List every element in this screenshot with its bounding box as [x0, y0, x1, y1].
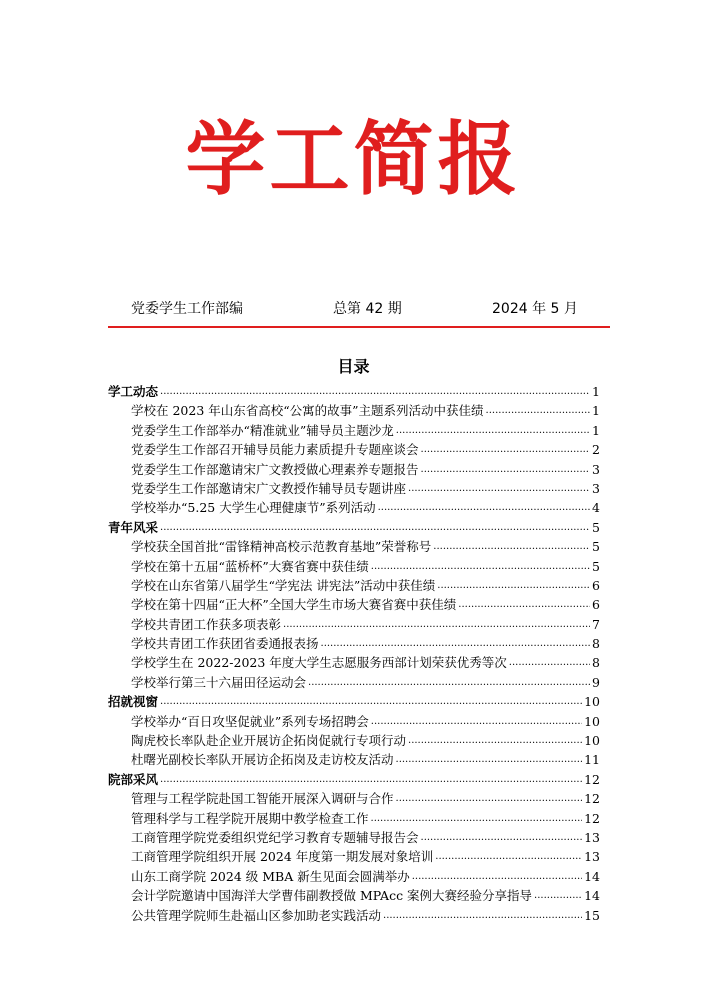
issue-date: 2024 年 5 月 — [492, 301, 578, 317]
leader-dots — [412, 867, 582, 886]
toc-entry-title: 学校获全国首批“雷锋精神高校示范教育基地”荣誉称号 — [131, 539, 432, 555]
toc-entry[interactable] — [108, 557, 600, 576]
toc-entry-title: 学校在第十五届“蓝桥杯”大赛省赛中获佳绩 — [131, 558, 369, 574]
toc-entry[interactable] — [108, 537, 600, 556]
toc-entry-title: 公共管理学院师生赴福山区参加助老实践活动 — [131, 907, 382, 923]
leader-dots — [321, 634, 591, 653]
toc-title: 目录 — [337, 357, 370, 376]
toc-section-page: 5 — [592, 519, 600, 535]
toc-entry-title: 学校在 2023 年山东省高校“公寓的故事”主题系列活动中获佳绩 — [131, 403, 484, 419]
toc-section[interactable] — [108, 770, 600, 789]
issue-department: 党委学生工作部编 — [131, 301, 243, 317]
toc-entry-title: 学校在山东省第八届学生“学宪法 讲宪法”活动中获佳绩 — [131, 577, 436, 593]
toc-entry-page: 5 — [592, 558, 600, 574]
leader-dots — [383, 906, 582, 925]
toc-entry-page: 1 — [592, 422, 600, 438]
toc-entry-page: 15 — [584, 907, 600, 923]
toc-entry-page: 7 — [592, 616, 600, 632]
toc-entry-title: 党委学生工作部邀请宋广文教授作辅导员专题讲座 — [131, 480, 407, 496]
toc-entry[interactable] — [108, 712, 600, 731]
leader-dots — [160, 518, 590, 537]
masthead-title: 学工简报 — [185, 113, 522, 206]
toc-entry[interactable] — [108, 634, 600, 653]
toc-entry-page: 12 — [584, 791, 600, 807]
toc-entry[interactable] — [108, 421, 600, 440]
toc-entry-title: 党委学生工作部举办“精准就业”辅导员主题沙龙 — [131, 422, 394, 438]
leader-dots — [421, 460, 591, 479]
leader-dots — [396, 789, 583, 808]
toc-entry-title: 学校学生在 2022-2023 年度大学生志愿服务西部计划荣获优秀等次 — [131, 655, 507, 671]
toc-entry-title: 党委学生工作部召开辅导员能力素质提升专题座谈会 — [131, 442, 419, 458]
toc-entry-title: 学校举办“百日攻坚促就业”系列专场招聘会 — [131, 713, 369, 729]
toc-entry[interactable] — [108, 498, 600, 517]
toc-entry-page: 8 — [592, 655, 600, 671]
toc-section[interactable] — [108, 382, 600, 401]
leader-dots — [283, 615, 590, 634]
toc-entry[interactable] — [108, 886, 600, 905]
toc-entry[interactable] — [108, 847, 600, 866]
leader-dots — [160, 382, 590, 401]
toc-entry-page: 6 — [592, 577, 600, 593]
leader-dots — [421, 440, 591, 459]
toc-entry[interactable] — [108, 673, 600, 692]
toc-entry-page: 12 — [584, 810, 600, 826]
toc-entry-title: 学校共青团工作获多项表彰 — [131, 616, 282, 632]
toc-entry-title: 杜曙光副校长率队开展访企拓岗及走访校友活动 — [131, 752, 394, 768]
issue-number: 总第 42 期 — [333, 301, 402, 317]
toc-entry-title: 学校举行第三十六届田径运动会 — [131, 674, 307, 690]
toc-entry[interactable] — [108, 479, 600, 498]
leader-dots — [486, 401, 591, 420]
toc-section-page: 12 — [584, 771, 600, 787]
toc-entry[interactable] — [108, 750, 600, 769]
toc-entry[interactable] — [108, 615, 600, 634]
toc-entry-page: 2 — [592, 442, 600, 458]
header-divider — [108, 326, 610, 328]
toc-entry[interactable] — [108, 440, 600, 459]
leader-dots — [433, 537, 590, 556]
toc-entry-page: 3 — [592, 480, 600, 496]
toc-entry[interactable] — [108, 576, 600, 595]
leader-dots — [378, 498, 590, 517]
toc-entry[interactable] — [108, 867, 600, 886]
toc-entry-page: 11 — [584, 752, 600, 768]
toc-entry-title: 党委学生工作部邀请宋广文教授做心理素养专题报告 — [131, 461, 419, 477]
leader-dots — [421, 828, 583, 847]
toc-entry-page: 13 — [584, 829, 600, 845]
toc-section[interactable] — [108, 518, 600, 537]
toc-entry[interactable] — [108, 595, 600, 614]
toc-entry-page: 14 — [584, 888, 600, 904]
leader-dots — [408, 479, 590, 498]
toc-section-page: 1 — [592, 383, 600, 399]
leader-dots — [509, 653, 590, 672]
toc-entry-title: 陶虎校长率队赴企业开展访企拓岗促就行专项行动 — [131, 733, 407, 749]
leader-dots — [160, 770, 582, 789]
leader-dots — [534, 886, 582, 905]
toc-section-title: 青年风采 — [108, 519, 159, 535]
leader-dots — [408, 731, 582, 750]
toc-entry-title: 山东工商学院 2024 级 MBA 新生见面会圆满举办 — [131, 868, 410, 884]
leader-dots — [160, 692, 582, 711]
toc-entry-title: 工商管理学院组织开展 2024 年度第一期发展对象培训 — [131, 849, 434, 865]
toc-entry-title: 学校举办“5.25 大学生心理健康节”系列活动 — [131, 500, 376, 516]
toc-entry-page: 14 — [584, 868, 600, 884]
toc-entry-page: 6 — [592, 597, 600, 613]
leader-dots — [371, 557, 590, 576]
toc-section-title: 院部采风 — [108, 771, 159, 787]
toc-entry[interactable] — [108, 809, 600, 828]
toc-entry[interactable] — [108, 828, 600, 847]
toc-section-title: 招就视窗 — [108, 694, 159, 710]
toc-entry[interactable] — [108, 401, 600, 420]
toc-section-page: 10 — [584, 694, 600, 710]
toc-entry-page: 8 — [592, 636, 600, 652]
toc-entry-title: 会计学院邀请中国海洋大学曹伟副教授做 MPAcc 案例大赛经验分享指导 — [131, 888, 533, 904]
toc-entry-title: 管理科学与工程学院开展期中教学检查工作 — [131, 810, 369, 826]
toc-entry-title: 学校在第十四届“正大杯”全国大学生市场大赛省赛中获佳绩 — [131, 597, 457, 613]
toc-entry-title: 管理与工程学院赴国工智能开展深入调研与合作 — [131, 791, 394, 807]
toc-entry-page: 4 — [592, 500, 600, 516]
leader-dots — [435, 847, 582, 866]
toc-entry[interactable] — [108, 460, 600, 479]
toc-entry-page: 9 — [592, 674, 600, 690]
leader-dots — [371, 809, 583, 828]
leader-dots — [308, 673, 590, 692]
toc-entry-page: 13 — [584, 849, 600, 865]
toc-entry-page: 10 — [584, 713, 600, 729]
toc-entry[interactable] — [108, 789, 600, 808]
leader-dots — [458, 595, 590, 614]
toc-entry-title: 工商管理学院党委组织党纪学习教育专题辅导报告会 — [131, 829, 419, 845]
toc-entry-page: 1 — [592, 403, 600, 419]
toc-entry-page: 3 — [592, 461, 600, 477]
toc-section-title: 学工动态 — [108, 383, 159, 399]
toc-entry-title: 学校共青团工作获团省委通报表扬 — [131, 636, 319, 652]
leader-dots — [396, 750, 583, 769]
toc-entry[interactable] — [108, 906, 600, 925]
toc-entry[interactable] — [108, 653, 600, 672]
table-of-contents — [108, 382, 600, 925]
leader-dots — [437, 576, 590, 595]
issue-info — [0, 298, 707, 320]
toc-entry[interactable] — [108, 731, 600, 750]
leader-dots — [396, 421, 590, 440]
toc-entry-page: 5 — [592, 539, 600, 555]
toc-entry-page: 10 — [584, 733, 600, 749]
leader-dots — [371, 712, 582, 731]
toc-section[interactable] — [108, 692, 600, 711]
